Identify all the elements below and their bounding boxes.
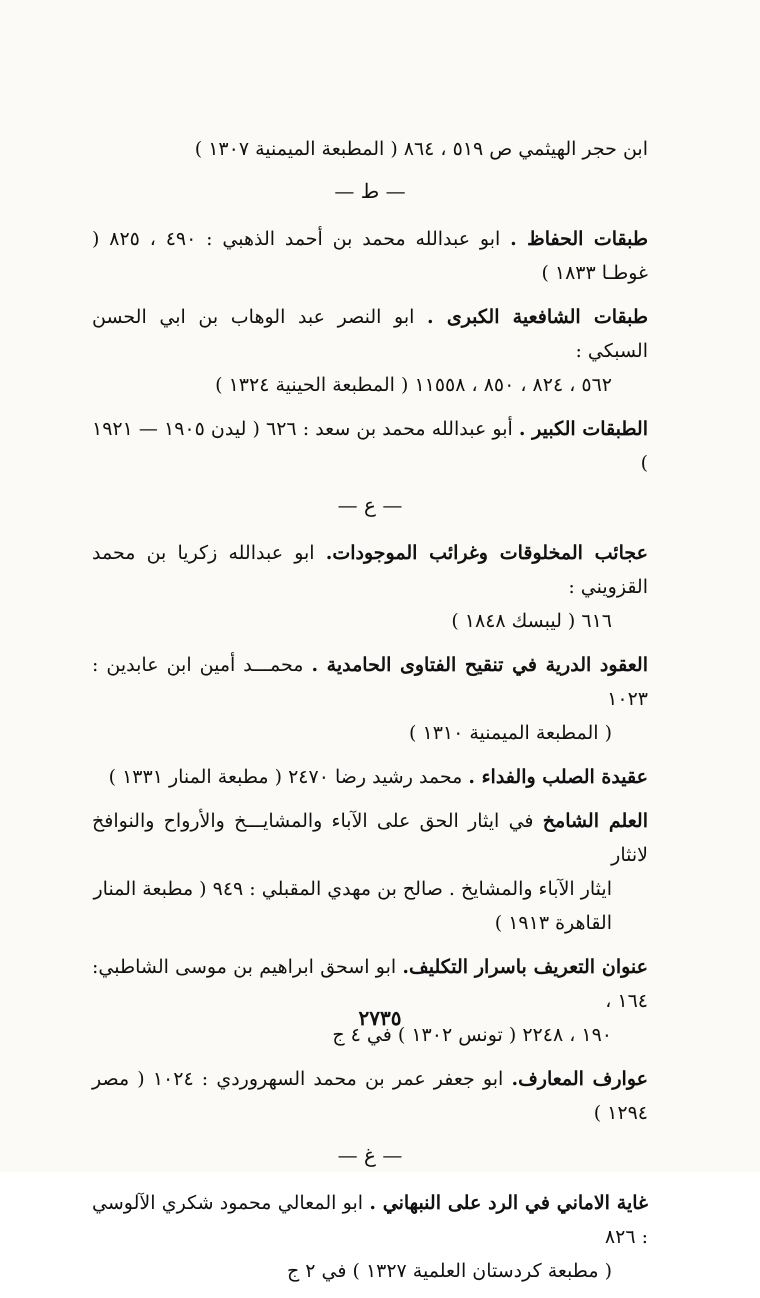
bib-entry-aqidat-al-salb <box>92 760 648 794</box>
entry-title: عنوان التعريف باسرار التكليف. <box>402 956 649 978</box>
entry-continuation: ( المطبعة الميمنية ١٣١٠ ) <box>409 722 612 744</box>
bib-entry-al-ilm-al-shamikh <box>92 804 648 940</box>
entry-details: ابو عبدالله زكريا بن محمد القزويني : <box>92 542 648 598</box>
bib-entry-unwan-al-tarif <box>92 950 648 1052</box>
bib-entry-awarif-al-maarif <box>92 1062 648 1130</box>
entry-details: أبو عبدالله محمد بن سعد : ٦٢٦ ( ليدن ١٩٠٥ — ١٩٢١ ) <box>92 418 648 474</box>
bib-entry-ajaib <box>92 536 648 638</box>
bib-entry-al-uqud <box>92 648 648 750</box>
entry-title: الطبقات الكبير . <box>518 418 648 440</box>
entry-details: محمـــد أمين ابن عابدين : ١٠٢٣ <box>92 654 648 710</box>
entry-title: عجائب المخلوقات وغرائب الموجودات. <box>325 542 648 564</box>
section-letter-ta: — ط — <box>334 179 406 203</box>
entry-title: العلم الشامخ <box>542 810 648 832</box>
entry-title: العقود الدرية في تنقيح الفتاوى الحامدية . <box>311 654 648 676</box>
entry-title: طبقات الشافعية الكبرى . <box>427 306 648 328</box>
entry-continuation: ( مطبعة كردستان العلمية ١٣٢٧ ) في ٢ ج <box>286 1260 612 1282</box>
entry-continuation: ٥٦٢ ، ٨٢٤ ، ٨٥٠ ، ١١٥٥٨ ( المطبعة الحينية ١٣٢٤ ) <box>215 374 612 396</box>
entry-title: طبقات الحفاظ . <box>510 228 649 250</box>
entry-title: عوارف المعارف. <box>511 1068 648 1090</box>
section-letter-ain: — ع — <box>337 493 403 517</box>
entry-continuation: ٦١٦ ( ليبسك ١٨٤٨ ) <box>451 610 612 632</box>
entry-details: ابو عبدالله محمد بن أحمد الذهبي : ٤٩٠ ، ٨٢٥ ( غوطـا ١٨٣٣ ) <box>92 228 648 284</box>
entry-details: ابو المعالي محمود شكري الآلوسي : ٨٢٦ <box>92 1192 648 1248</box>
bib-entry-ibn-hajar <box>92 132 648 166</box>
entry-title: غاية الاماني في الرد على النبهاني . <box>369 1192 648 1214</box>
bib-entry-ghayat-al-amani <box>92 1186 648 1288</box>
entry-details: ابو اسحق ابراهيم بن موسى الشاطبي: ١٦٤ ، <box>92 956 648 1012</box>
entry-details: ابو جعفر عمر بن محمد السهروردي : ١٠٢٤ ( مصر ١٢٩٤ ) <box>92 1068 648 1124</box>
entry-details: في ايثار الحق على الآباء والمشايـــخ والأرواح والنوافخ لانثار <box>92 810 648 866</box>
page-number: ٢٧٣٥ <box>358 1006 402 1030</box>
entry-details: ابو النصر عبد الوهاب بن ابي الحسن السبكي : <box>92 306 648 362</box>
section-letter-ghain: — غ — <box>337 1143 403 1167</box>
bibliography-list <box>92 132 648 1298</box>
entry-text: ابن حجر الهيثمي ص ٥١٩ ، ٨٦٤ ( المطبعة الميمنية ١٣٠٧ ) <box>194 138 648 160</box>
entry-continuation: ١٩٠ ، ٢٢٤٨ ( تونس ١٣٠٢ ) في ٤ ج <box>332 1024 612 1046</box>
entry-title: عقيدة الصلب والفداء . <box>468 766 648 788</box>
bib-entry-al-tabaqat-al-kabir <box>92 412 648 480</box>
entry-continuation: ايثار الآباء والمشايخ . صالح بن مهدي المقبلي : ٩٤٩ ( مطبعة المنار القاهرة ١٩١٣ ) <box>93 878 612 934</box>
bib-entry-tabaqat-al-huffaz <box>92 222 648 290</box>
bib-entry-tabaqat-al-shafiiya <box>92 300 648 402</box>
entry-details: محمد رشيد رضا ٢٤٧٠ ( مطبعة المنار ١٣٣١ ) <box>108 766 469 788</box>
